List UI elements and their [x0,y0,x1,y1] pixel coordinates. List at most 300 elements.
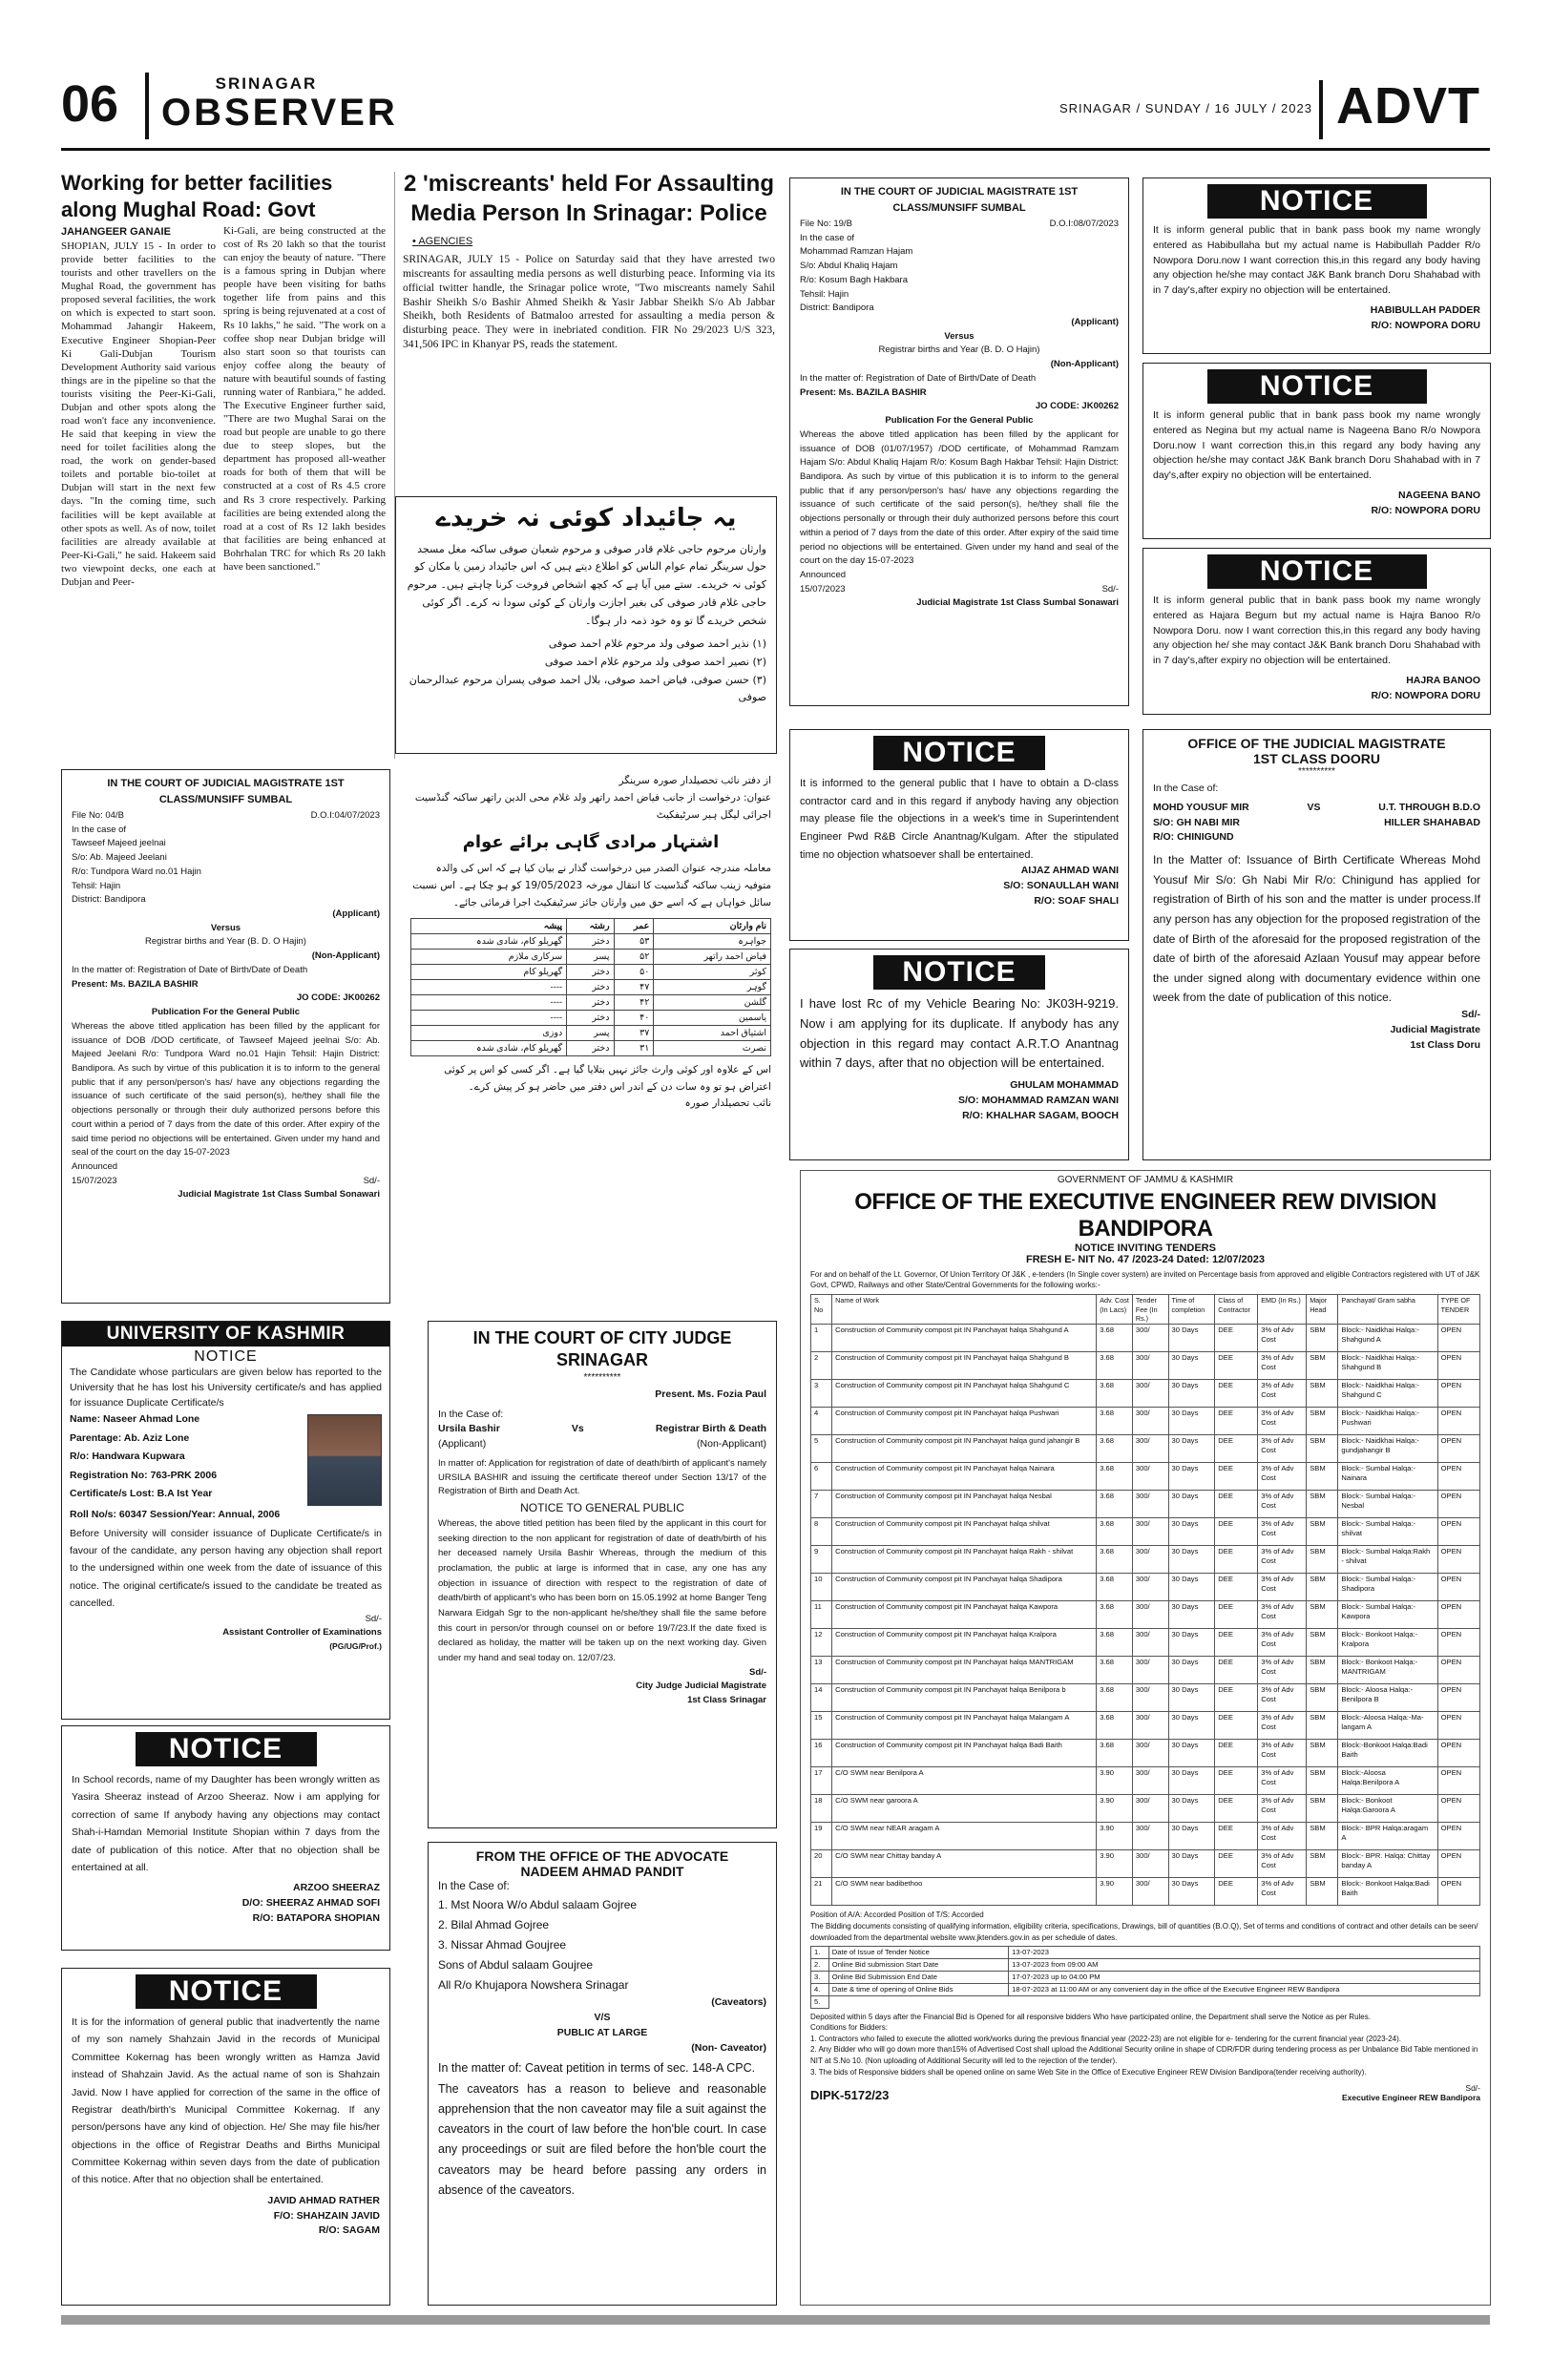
heirs-table [410,918,771,1056]
table-row [811,1380,1480,1408]
notice-body: I have lost Rc of my Vehicle Bearing No: JK03H-9219. Now i am applying for its duplicate. If anybody has any objection in this regard may contact A.R.T.O Anantnag within 7 days, after that no objection will be entertained. [800,996,1119,1071]
caveator-address: All R/o Khujapora Nowshera Srinagar [438,1978,629,1993]
table-cell: SBM [1307,1491,1338,1518]
table-cell: DEE [1215,1491,1258,1518]
file-no: File No: 04/B [72,810,124,821]
schedule-cell: 3. [811,1971,829,1983]
table-cell: SBM [1307,1657,1338,1684]
tender-col-header: Time of completion [1168,1295,1215,1325]
table-row [411,1025,771,1040]
party-2: U.T. THROUGH B.D.O [1378,801,1480,813]
table-cell: DEE [1215,1657,1258,1684]
table-cell: Block:- Bonkoot Halqa:Badi Baith [1338,1878,1437,1906]
urdu-title: یہ جائیداد کوئی نہ خریدے [435,504,737,532]
table-cell: Block:- Sumbal Halqa:-Nesbal [1338,1491,1437,1518]
dipk-number: DIPK-5172/23 [810,2088,890,2103]
table-cell: Construction of Community compost pit IN Panchayat halqa Nesbal [832,1491,1097,1518]
field-parentage: Parentage: Ab. Aziz Lone [70,1431,190,1444]
table-cell: 300/ [1132,1463,1168,1491]
table-cell: 8 [811,1518,832,1546]
table-cell: SBM [1307,1712,1338,1740]
versus-label: Versus [944,330,975,342]
table-cell: 3.68 [1097,1712,1133,1740]
table-cell: OPEN [1437,1712,1479,1740]
tender-col-header: S. No [811,1295,832,1325]
table-cell: 3% of Adv Cost [1258,1325,1307,1352]
table-cell: Construction of Community compost pit IN Panchayat halqa Malangam A [832,1712,1097,1740]
nit-label: NOTICE INVITING TENDERS [1075,1242,1216,1254]
cell: گھریلو کام، شادی شدہ [411,933,567,949]
cell: نصرت [654,1040,771,1055]
sd: Sd/- [1101,583,1119,595]
nit-number: FRESH E- NIT No. 47 /2023-24 Dated: 12/07/2023 [1025,1254,1266,1265]
table-cell: 5 [811,1435,832,1463]
case-line: Tawseef Majeed jeelnai [72,838,166,849]
signatory: Judicial Magistrate 1st Class Sumbal Sonawari [916,597,1119,609]
table-cell: DEE [1215,1518,1258,1546]
table-cell: Construction of Community compost pit IN Panchayat halqa Kralpora [832,1629,1097,1657]
schedule-row [811,1995,1480,2008]
position: Position of A/A: Accorded Position of T/S: Accorded [810,1910,984,1920]
table-cell: Block:- Sumbal Halqa:Rakh - shilvat [1338,1546,1437,1574]
court-title-2: 1ST CLASS DOORU [1252,751,1380,766]
announced: Announced [72,1160,118,1172]
table-cell: SBM [1307,1601,1338,1629]
court-title: OFFICE OF THE JUDICIAL MAGISTRATE [1187,736,1446,751]
table-cell: 3% of Adv Cost [1258,1408,1307,1435]
vs: VS [1307,801,1321,813]
table-row [411,933,771,949]
table-cell: DEE [1215,1408,1258,1435]
court-title: IN THE COURT OF JUDICIAL MAGISTRATE 1ST CLASS/MUNSIFF SUMBAL [840,186,1079,214]
table-cell: 30 Days [1168,1795,1215,1823]
notice-ghulam [789,949,1129,1160]
table-cell: 3.68 [1097,1684,1133,1712]
table-cell: 2 [811,1352,832,1380]
conditions-heading: Conditions for Bidders: [810,2023,888,2033]
notice-body: Whereas the above titled application has been filled by the applicant for issuance of DOB (01/07/1957) /DOD certificate, of Mohammad Ramzam Hajam S/o: Abdul Khaliq Hajam R/o: Kosum Bagh Hakbar Tehsil: Hajin District: Bandipora. As such by virtue of this publication it is to inform to the general public that if any person/person's has/ have any objections regarding the issuance of such certificate of the said person(s), he/they shall file the objections personally or through their duly authorized persons before this court within a period of 7 days from the date of this order. After expiry of the said time period no objections will be entertained. Given under my hand and seal of the court on the day 15-07-2023 [800,428,1119,567]
table-cell: 3.68 [1097,1463,1133,1491]
table-cell: 30 Days [1168,1463,1215,1491]
table-cell: 3% of Adv Cost [1258,1657,1307,1684]
urdu-subject: عنوان: درخواست از جانب فیاض احمد راتھر ولد غلام محی الدین راتھر ساکنہ گنڈسیت اجرائی لیگل ہیر سرٹیفکیٹ [414,791,771,821]
urdu-sign: نائب تحصیلدار صورہ [684,1097,771,1110]
notice-ro: R/O: BATAPORA SHOPIAN [252,1911,380,1924]
case-line: Tehsil: Hajin [72,880,121,891]
table-cell: 3.68 [1097,1380,1133,1408]
signatory-2: 1st Class Srinagar [687,1695,766,1706]
non-applicant-label: (Non-Applicant) [1050,359,1119,370]
table-cell: 1 [811,1325,832,1352]
case-line: Mohammad Ramzan Hajam [800,246,913,258]
university-banner: UNIVERSITY OF KASHMIR [62,1322,389,1347]
table-cell: 3.68 [1097,1435,1133,1463]
table-cell: 7 [811,1491,832,1518]
table-cell: 30 Days [1168,1767,1215,1795]
notice-name: NAGEENA BANO [1398,489,1480,501]
cell: جواہرہ [654,933,771,949]
cell: پسر [567,949,614,964]
table-cell: 30 Days [1168,1408,1215,1435]
table-cell: C/O SWM near Benilpora A [832,1767,1097,1795]
table-cell: DEE [1215,1601,1258,1629]
cell: سرکاری ملازم [411,949,567,964]
table-row [811,1629,1480,1657]
table-cell: 30 Days [1168,1518,1215,1546]
table-cell: 3 [811,1380,832,1408]
masthead-small: SRINAGAR [215,74,318,93]
table-cell: 30 Days [1168,1712,1215,1740]
matter: In the matter of: Registration of Date of Birth/Date of Death [72,964,308,975]
publication-heading: Publication For the General Public [885,415,1034,427]
condition-2: 2. Any Bidder who will go down more than15% of Advertised Cost shall upload the Additional Security online in shape of CDR/FDR during tendering process as per Unbalance Bid Table mentioned in NIT at S.No 10. (Non uploading of Additional Security will led to the rejection of the tender). [810,2045,1478,2065]
table-cell: OPEN [1437,1408,1479,1435]
notice-heading: NOTICE TO GENERAL PUBLIC [520,1500,684,1514]
schedule-cell: 13-07-2023 from 09:00 AM [1009,1959,1480,1972]
table-cell: 3.68 [1097,1325,1133,1352]
notice-body: It is informed to the general public that I have to obtain a D-class contractor card and in this regard if anybody having any objection may please file the objections in a week's time in Superintendent Engineer Pwd R&B Circle Anantnag/Kulgam. After the stipulated time no objection whatsoever shall be entertained. [800,778,1119,861]
caveator-1: 1. Mst Noora W/o Abdul salaam Gojree [438,1898,638,1912]
schedule-row [811,1947,1480,1959]
tender-title: OFFICE OF THE EXECUTIVE ENGINEER REW DIVISION BANDIPORA [854,1189,1436,1242]
table-cell: 3.68 [1097,1629,1133,1657]
urdu-body: وارثان مرحوم حاجی غلام قادر صوفی و مرحوم شعبان صوفی ساکنہ مغل مسجد حول سرینگر تمام عوام الناس کو اطلاع دیتے ہیں کہ اس جائیداد زمین یا مکان کو کوئی نہ خریدے۔ ستے میں آیا ہے کہ کچھ اشخاص فروخت کرنا چاہتے ہیں۔ مرحوم حاجی غلام قادر صوفی کی بغیر اجازت وارثان کے کوئی سودا نہ کرے۔ اگر کوئی شخص خریدے گا تو وہ خود ذمہ دار ہوگا۔ [407,542,766,627]
date-of-issue: D.O.I:04/07/2023 [310,810,380,821]
schedule-row [811,1971,1480,1983]
notice-date: 15/07/2023 [72,1175,117,1186]
notice-fo: F/O: SHAHZAIN JAVID [273,2209,380,2222]
table-row [411,1010,771,1025]
notice-nageena [1142,363,1491,539]
table-cell: 3.90 [1097,1850,1133,1878]
case-label: In the Case of: [438,1881,510,1892]
table-row [811,1352,1480,1380]
table-cell: DEE [1215,1850,1258,1878]
table-cell: C/O SWM near Chittay banday A [832,1850,1097,1878]
notice-so: S/O: SONAULLAH WANI [1003,880,1119,892]
table-cell: Block:- Naidkhai Halqa:- Shahgund B [1338,1352,1437,1380]
table-cell: 3% of Adv Cost [1258,1380,1307,1408]
section-label: ADVT [1336,77,1480,135]
table-cell: SBM [1307,1574,1338,1601]
present: Present: Ms. BAZILA BASHIR [72,978,199,990]
notice-dooru-court [1142,729,1491,1160]
notice-date: 15/07/2023 [800,583,846,595]
schedule-table [810,1946,1480,2008]
signatory-2: 1st Class Doru [1410,1038,1480,1051]
case-label: In the Case of: [438,1408,504,1420]
article-miscreants [403,170,775,485]
table-cell: 20 [811,1850,832,1878]
cell: دختر [567,964,614,979]
table-cell: Construction of Community compost pit IN Panchayat halqa Pushwari [832,1408,1097,1435]
tender-col-header: Panchayat/ Gram sabha [1338,1295,1437,1325]
table-cell: 17 [811,1767,832,1795]
table-cell: 300/ [1132,1435,1168,1463]
urdu-name-2: (۲) نصیر احمد صوفی ولد مرحوم غلام احمد صوفی [544,655,766,668]
table-cell: SBM [1307,1325,1338,1352]
notice-body: In the Matter of: Issuance of Birth Certificate Whereas Mohd Yousuf Mir S/o: Gh Nabi Mir R/o: Chinigund has applied for registration of Birth of his son and the matter is under process.If any person has any objection for the proposed registration of the date of Birth of the aforesaid for the proposed registration of the date of birth of the aforesaid Azlaan Yousuf may appear before the under signed along with documentary evidence within one week from the date of publication of this notice. [1153,853,1480,1005]
sd: Sd/- [1465,2083,1480,2094]
table-cell: OPEN [1437,1740,1479,1767]
table-cell: Block:- Naidkhai Halqa:- Shahgund A [1338,1325,1437,1352]
signatory: Executive Engineer REW Bandipora [1341,2093,1480,2103]
matter: In matter of: Application for registration of date of death/birth of applicant's namely URSILA BASHIR and issuing the certificate thereof under Section 13/17 of the Registration of Birth and Death Act. [438,1457,766,1497]
table-cell: DEE [1215,1435,1258,1463]
table-cell: 3% of Adv Cost [1258,1629,1307,1657]
vs: Vs [571,1423,584,1435]
notice-so: S/O: MOHAMMAD RAMZAN WANI [958,1094,1119,1106]
cell: کوثر [654,964,771,979]
table-cell: 3% of Adv Cost [1258,1574,1307,1601]
notice-badge: NOTICE [1207,554,1427,589]
notice-javid [61,1968,390,2306]
table-cell: SBM [1307,1518,1338,1546]
table-cell: 30 Days [1168,1546,1215,1574]
public-label: PUBLIC AT LARGE [556,2026,648,2038]
table-cell: Block:- Bonkoot Halqa:Garoora A [1338,1795,1437,1823]
schedule-cell: Online Bid Submission End Date [828,1971,1008,1983]
condition-3: 3. The bids of Responsive bidders shall be opened online on same Web Site in the Office of Executive Engineer REW Division Bandipora(tender receiving authority). [810,2067,1367,2077]
table-cell: DEE [1215,1878,1258,1906]
table-cell: 30 Days [1168,1740,1215,1767]
non-applicant-label: (Non-Applicant) [311,950,380,962]
publication-heading: Publication For the General Public [151,1007,301,1018]
table-cell: 14 [811,1684,832,1712]
byline-text: AGENCIES [418,236,473,248]
table-cell: 3% of Adv Cost [1258,1518,1307,1546]
notice-ro: R/O: SOAF SHALI [1034,894,1119,907]
urdu-office: از دفتر نائب تحصیلدار صورہ سرینگر [618,775,771,786]
party-2: Registrar Birth & Death [655,1423,766,1435]
versus-label: Versus [210,922,241,933]
cell: ---- [411,994,567,1010]
table-cell: Block:- Sumbal Halqa:- Kawpora [1338,1601,1437,1629]
table-cell: DEE [1215,1463,1258,1491]
table-cell: 3% of Adv Cost [1258,1712,1307,1740]
notice-badge: NOTICE [873,955,1045,990]
notice-body: It is for the information of general public that inadvertently the name of my son namely Shahzain Javid in the records of Municipal Committee Kokernag has been wrongly written as Hamza Javid instead of Shahzain Javid. As the actual name of son is Shahzain Javid. Now I have applied for correction of the same in the office of Registrar death/birth's Municipal Committee Kokernag. If any person/persons have any kind of objection. He/ She may file his/her objections in the office of Registrar Deaths and Births Municipal Committee Kokernag within seven days from the date of publication of this notice. After that no objection shall be entertained. [72,2016,380,2186]
table-cell: Block:-Bonkoot Halqa:Badi Baith [1338,1740,1437,1767]
table-cell: 300/ [1132,1601,1168,1629]
cell: ۳۷ [614,1025,654,1040]
tender-table [810,1294,1480,1906]
table-cell: C/O SWM near garoora A [832,1795,1097,1823]
deposit-note: Deposited within 5 days after the Financial Bid is Opened for all responsive bidders Who have participated online, the Department shall serve the Notice as per Rules. [810,2012,1371,2021]
table-cell: DEE [1215,1740,1258,1767]
table-cell: 9 [811,1546,832,1574]
table-cell: SBM [1307,1352,1338,1380]
tender-col-header: Major Head [1307,1295,1338,1325]
table-cell: Block:- Naidkhai Halqa:- gundjahangir B [1338,1435,1437,1463]
vs: V/S [594,2012,611,2023]
table-cell: Block:-Aloosa Halqa:-Ma-langam A [1338,1712,1437,1740]
table-row [811,1491,1480,1518]
table-cell: 16 [811,1740,832,1767]
table-cell: OPEN [1437,1684,1479,1712]
cell: ۵۰ [614,964,654,979]
table-cell: Block:- Sumbal Halqa:- Nainara [1338,1463,1437,1491]
table-cell: SBM [1307,1878,1338,1906]
field-registration: Registration No: 763-PRK 2006 [70,1469,218,1481]
table-cell: 300/ [1132,1325,1168,1352]
table-cell: 300/ [1132,1684,1168,1712]
table-cell: 300/ [1132,1795,1168,1823]
notice-habibullah [1142,177,1491,354]
applicant-label: (Applicant) [438,1438,487,1451]
cell: دختر [567,1040,614,1055]
gov-label: GOVERNMENT OF JAMMU & KASHMIR [1057,1175,1234,1185]
table-cell: 30 Days [1168,1491,1215,1518]
cell: ۴۷ [614,979,654,994]
case-line: District: Bandipora [800,303,874,314]
schedule-cell: Online Bid submission Start Date [828,1959,1008,1972]
table-cell: 3.68 [1097,1574,1133,1601]
party-1-parentage: S/O: GH NABI MIR [1153,816,1240,828]
cell: دوزی [411,1025,567,1040]
table-cell: Block:- Aloosa Halqa:-Benilpora B [1338,1684,1437,1712]
table-cell: OPEN [1437,1435,1479,1463]
table-row [411,979,771,994]
table-cell: DEE [1215,1823,1258,1850]
cell: ۵۲ [614,949,654,964]
table-cell: SBM [1307,1435,1338,1463]
table-row [811,1546,1480,1574]
case-label: In the Case of: [1153,783,1219,794]
table-cell: 13 [811,1657,832,1684]
table-cell: Block:- Bonkoot Halqa:- MANTRIGAM [1338,1657,1437,1684]
table-row [411,964,771,979]
table-cell: Block:- BPR. Halqa: Chittay banday A [1338,1850,1437,1878]
table-cell: OPEN [1437,1850,1479,1878]
table-cell: 300/ [1132,1491,1168,1518]
present: Present: Ms. BAZILA BASHIR [800,386,927,398]
urdu-name-1: (۱) نذیر احمد صوفی ولد مرحوم غلام احمد صوفی [548,637,766,651]
table-cell: OPEN [1437,1823,1479,1850]
table-cell: OPEN [1437,1463,1479,1491]
tender-col-header: Name of Work [832,1295,1097,1325]
case-line: In the case of [800,232,855,243]
schedule-row [811,1959,1480,1972]
notice-badge: NOTICE [873,736,1045,770]
party-1: Ursila Bashir [438,1423,500,1435]
present: Present. Ms. Fozia Paul [655,1388,766,1400]
table-cell: SBM [1307,1684,1338,1712]
table-cell: 3.68 [1097,1740,1133,1767]
notice-badge: NOTICE [136,1974,317,2009]
headline: 2 'miscreants' held For Assaulting Media Person In Srinagar: Police [404,171,774,226]
table-cell: 12 [811,1629,832,1657]
table-cell: Construction of Community compost pit IN Panchayat halqa shilvat [832,1518,1097,1546]
applicant-label: (Applicant) [332,908,380,920]
bidding-docs: The Bidding documents consisting of qualifying information, eligibility criteria, specifications, Drawings, bill of quantities (B.O.Q), Set of terms and conditions of contract and other details can be seen/ downloaded from the departmental website www.jktenders.gov.in as per schedule of dates. [810,1922,1478,1942]
notice-ro: R/O: SAGAM [318,2224,380,2237]
table-cell: C/O SWM near badibethoo [832,1878,1097,1906]
table-cell: 3% of Adv Cost [1258,1823,1307,1850]
urdu-heading: اشتہار مرادی گاہی برائے عوام [462,831,720,852]
table-cell: Block:- Sumbal Halqa:- Shadipora [1338,1574,1437,1601]
table-cell: 3% of Adv Cost [1258,1767,1307,1795]
urdu-body: معاملہ مندرجہ عنوان الصدر میں درخواست گذار نے بیان کیا ہے کہ اس کی والدہ متوفیہ زینب ساکنہ گنڈسیت کا انتقال مورخہ 19/05/2023 کو ہو چکا ہے۔ اس نسبت سائل خواہاں ہے کہ اسے حق میں وارثان جائز سرٹیفکیٹ اجرا فرمائی جائے۔ [412,863,771,908]
th: عمر [614,918,654,933]
table-cell: Construction of Community compost pit IN Panchayat halqa gund jahangir B [832,1435,1097,1463]
cell: دختر [567,979,614,994]
th: رشتہ [567,918,614,933]
table-cell: 300/ [1132,1657,1168,1684]
cell: گوہر [654,979,771,994]
table-cell: C/O SWM near NEAR aragam A [832,1823,1097,1850]
table-cell: 10 [811,1574,832,1601]
table-cell: Construction of Community compost pit IN Panchayat halqa Nainara [832,1463,1097,1491]
table-cell: 300/ [1132,1380,1168,1408]
table-cell: DEE [1215,1684,1258,1712]
table-cell: 3% of Adv Cost [1258,1491,1307,1518]
party-1: MOHD YOUSUF MIR [1153,801,1249,813]
table-cell: SBM [1307,1823,1338,1850]
applicant-label: (Applicant) [1071,317,1119,328]
table-cell: 6 [811,1463,832,1491]
article-body-col2: Ki-Gali, are being constructed at the cost of Rs 20 lakh so that the tourist can enjoy the beauty of nature. "There is a famous spring in Dubjan where people have been visiting for baths together life from pains and this spring is being rejuvenated at a cost of Rs 10 lakhs," he said. "The work on a coffee shop near Dubjan bridge will also start soon so that tourists can enjoy coffee along the beauty of nature with beautiful sounds of fasting running water of Ranbiara," he added. The Executive Engineer further said, "There are two Mughal Sarai on the road but people are unable to go there due to steep slopes, but the department has proposed all-weather roads for both of them that will be constructed at a cost of Rs 4.5 crore and Rs 3 crore respectively. Parking facilities are being extended along the road at a cost of Rs 12 lakh besides that facilities are being enhanced at Bohrhalan TRC for which Rs 20 lakh have been sanctioned." [223,225,386,573]
table-cell: 3.68 [1097,1518,1133,1546]
notice-body: It is inform general public that in bank pass book my name wrongly entered as Negina but my actual name is Nageena Bano R/o Nowpora Doru.now I want correction this,in this regard any body having any objection he/she may contact J&K Bank branch Doru Shahabad with in 7 day's,after expiry no objection will be entertained. [1153,409,1480,481]
non-applicant-label: (Non-Applicant) [697,1438,766,1451]
stars: ********** [1298,766,1335,777]
notice-university-kashmir [61,1321,390,1720]
notice-badge: NOTICE [136,1732,317,1766]
footer-rule [61,2315,1490,2325]
table-cell: 3% of Adv Cost [1258,1352,1307,1380]
header-divider [145,73,149,139]
caveator-parentage: Sons of Abdul salaam Goujree [438,1958,594,1973]
notice-advocate-caveat [428,1842,777,2306]
notice-name: JAVID AHMAD RATHER [267,2194,380,2206]
condition-1: 1. Contractors who failed to execute the allotted work/works during the previous financial year (2022-23) are not eligible for e- tendering for the current financial year (2023-24). [810,2034,1401,2043]
signatory: Judicial Magistrate [1390,1023,1480,1035]
urdu-name-3: (۳) حسن صوفی، فیاض احمد صوفی، بلال احمد صوفی پسران مرحوم عبدالرحمان صوفی [409,673,766,704]
notice-address: R/O: NOWPORA DORU [1371,689,1480,701]
table-row [811,1767,1480,1795]
case-line: S/o: Abdul Khaliq Hajam [800,261,898,272]
table-cell: OPEN [1437,1546,1479,1574]
case-line: Tehsil: Hajin [800,288,849,300]
table-cell: Construction of Community compost pit IN Panchayat halqa Badi Baith [832,1740,1097,1767]
table-cell: 30 Days [1168,1435,1215,1463]
table-cell: SBM [1307,1463,1338,1491]
schedule-cell: 5. [811,1995,829,2008]
cell: دختر [567,994,614,1010]
cell: ---- [411,1010,567,1025]
case-line: R/o: Tundpora Ward no.01 Hajin [72,866,201,877]
masthead [61,67,1490,151]
stars: ********** [583,1371,621,1383]
tender-intro: For and on behalf of the Lt. Governor, Of Union Territory Of J&K , e-tenders (In Single cover system) are invited on Percentage basis from approved and eligible Contractors registered with UT of J&K Govt, CPWD, Railways and other State/Central Governments for the following works:- [810,1270,1480,1290]
table-cell: 300/ [1132,1352,1168,1380]
announced: Announced [800,569,847,580]
cell: ۴۰ [614,1010,654,1025]
table-cell: Construction of Community compost pit IN Panchayat halqa MANTRIGAM [832,1657,1097,1684]
notice-body: Whereas, the above titled petition has been filed by the applicant in this court for seeking direction to the non applicant for registration of date of death/birth of his her deceased namely Ursila Bashir Whereas, through the medium of this proclamation, the public at large is informed that in case, any one has any objection in issuance of direction with respect to the registration of date of death/birth of applicant's who has been born on 15.05.1992 at home Banger Teng Narwara Eidgah Sgr to the non-applicant he/she/they shall file the same before this court in person/or through counsel on or before 19/7/23.If the date fixed is declared as holiday, the matter will be taken up on the next working day. Given under my hand and seal today on. 12/07/23. [438,1517,766,1663]
notice-name: ARZOO SHEERAZ [292,1882,380,1894]
th: نام وارثان [654,918,771,933]
table-cell: 3% of Adv Cost [1258,1546,1307,1574]
sd: Sd/- [365,1613,382,1624]
notice-badge: NOTICE [1207,184,1427,219]
page-number: 06 [61,75,119,133]
tender-col-header: Tender Fee (In Rs.) [1132,1295,1168,1325]
article-body-col1: SHOPIAN, JULY 15 - In order to provide better facilities to the tourists and other travellers on the Mughal Road, the government has proposed several facilities, the work on which is expected to start soon. Mohammad Jahangir Hakeem, Executive Engineer Shopian-Peer Ki Gali-Dubjan Tourism Development Authority said various things are in the pipeline so that the tourists visiting the Peer-Ki-Gali, Dubjan and other spots along the road won't face any inconvenience. He said that keeping in view the need for toilet facilities along the road, the work on gender-based toilets and portable bio-toilet at Dubjan will start in the next few days. "In the coming time, such facilities will be kept available at other spots as well. As of now, toilet facilities are already available at Peer-Ki-Gali," he said. Hakeem said two viewpoint decks, one each at Dubjan and Peer- [61,240,216,588]
table-cell: SBM [1307,1850,1338,1878]
table-cell: 3.90 [1097,1823,1133,1850]
